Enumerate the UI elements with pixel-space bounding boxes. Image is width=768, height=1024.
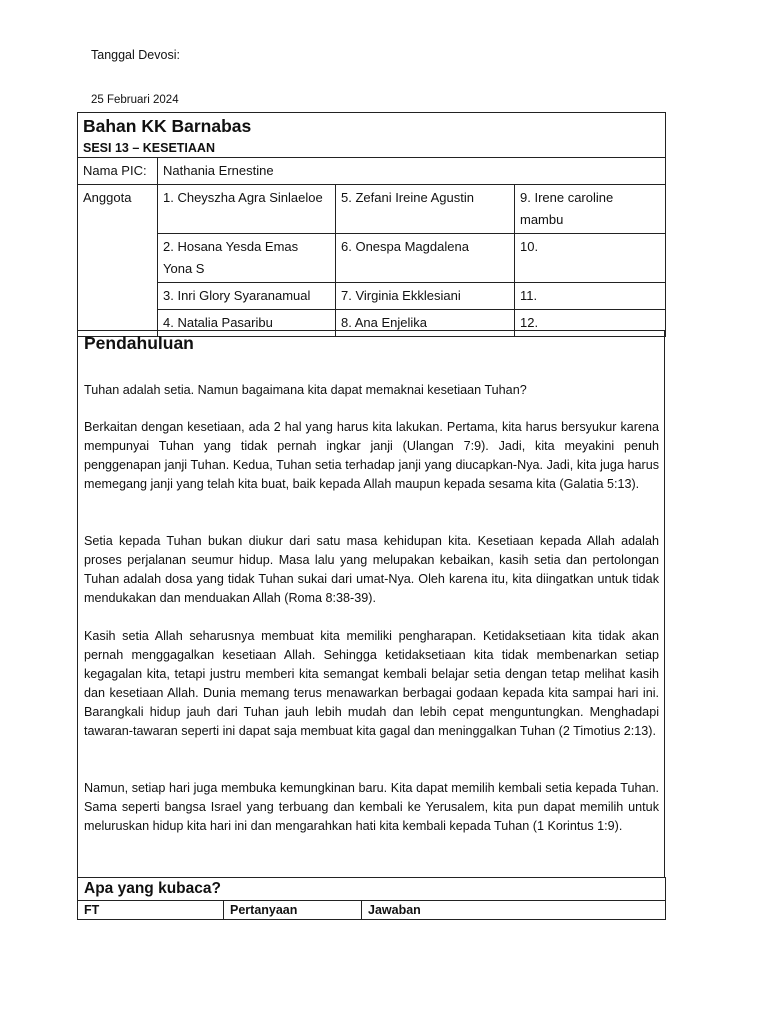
intro-paragraph: Namun, setiap hari juga membuka kemungkinan baru. Kita dapat memilih kembali setia kepada Tuhan. Sama seperti bangsa Israel yang terbuang dan kembali ke Yerusalem, kita pun dapat memilih untuk meluruskan hidup kita hari ini dan mengarahkan hati kita kembali kepada Tuhan (1 Korintus 1:9). [84, 781, 659, 833]
member-cell: 12. [515, 310, 666, 337]
intro-paragraph: Setia kepada Tuhan bukan diukur dari satu masa kehidupan kita. Kesetiaan kepada Allah adalah proses perjalanan seumur hidup. Masa lalu yang melupakan kebaikan, kasih setia dan pertolongan Tuhan adalah dosa yang tidak Tuhan sukai dari umat-Nya. Oleh karena itu, kita diingatkan untuk tidak mendukakan dan menduakan Allah (Roma 8:38-39). [84, 534, 659, 605]
members-label: Anggota [78, 185, 158, 337]
column-header-ft: FT [78, 901, 224, 920]
member-cell: 4. Natalia Pasaribu [158, 310, 336, 337]
member-cell: 11. [515, 283, 666, 310]
group-info-table [77, 112, 666, 337]
session-title: SESI 13 – KESETIAAN [78, 138, 666, 158]
intro-paragraph: Berkaitan dengan kesetiaan, ada 2 hal yang harus kita lakukan. Pertama, kita harus bersyukur karena mempunyai Tuhan yang tidak pernah ingkar janji (Ulangan 7:9). Jadi, kita meyakini penuh penggenapan janji Tuhan. Kedua, Tuhan setia terhadap janji yang diucapkan-Nya. Jadi, kita juga harus memegang janji yang telah kita buat, baik kepada Allah maupun kepada sesama kita (Galatia 5:13). [84, 420, 659, 491]
document-title: Bahan KK Barnabas [78, 113, 666, 139]
date-value: 25 Februari 2024 [91, 94, 179, 106]
member-cell: 6. Onespa Magdalena [336, 234, 515, 283]
column-header-answer: Jawaban [362, 901, 666, 920]
date-label: Tanggal Devosi: [91, 48, 180, 62]
member-cell: 5. Zefani Ireine Agustin [336, 185, 515, 234]
member-cell: 10. [515, 234, 666, 283]
intro-heading: Pendahuluan [84, 333, 194, 353]
pic-label: Nama PIC: [78, 158, 158, 185]
intro-paragraph: Kasih setia Allah seharusnya membuat kita memiliki pengharapan. Ketidaksetiaan kita tidak akan pernah menggagalkan kesetiaan Allah. Sehingga ketidaksetiaan kita tidak membenarkan setiap kegagalan kita, tetapi justru memberi kita semangat kembali belajar setia dengan tetap melihat kasih dan kesetiaan Allah. Dunia memang terus menawarkan berbagai godaan kepada kita sampai hari ini. Barangkali hidup jauh dari Tuhan jauh lebih mudah dan lebih cepat menguntungkan. Menghadapi tawaran-tawaran seperti ini dapat saja membuat kita gagal dan meninggalkan Tuhan (2 Timotius 2:13). [84, 629, 659, 738]
member-cell: 7. Virginia Ekklesiani [336, 283, 515, 310]
reading-heading: Apa yang kubaca? [78, 878, 666, 901]
member-cell: 9. Irene caroline mambu [515, 185, 666, 234]
intro-section [77, 330, 665, 878]
column-header-question: Pertanyaan [224, 901, 362, 920]
reading-table [77, 877, 666, 920]
intro-paragraph: Tuhan adalah setia. Namun bagaimana kita dapat memaknai kesetiaan Tuhan? [84, 383, 527, 397]
member-cell: 1. Cheyszha Agra Sinlaeloe [158, 185, 336, 234]
member-cell: 2. Hosana Yesda Emas Yona S [158, 234, 336, 283]
member-cell: 3. Inri Glory Syaranamual [158, 283, 336, 310]
member-cell: 8. Ana Enjelika [336, 310, 515, 337]
pic-name: Nathania Ernestine [158, 158, 666, 185]
